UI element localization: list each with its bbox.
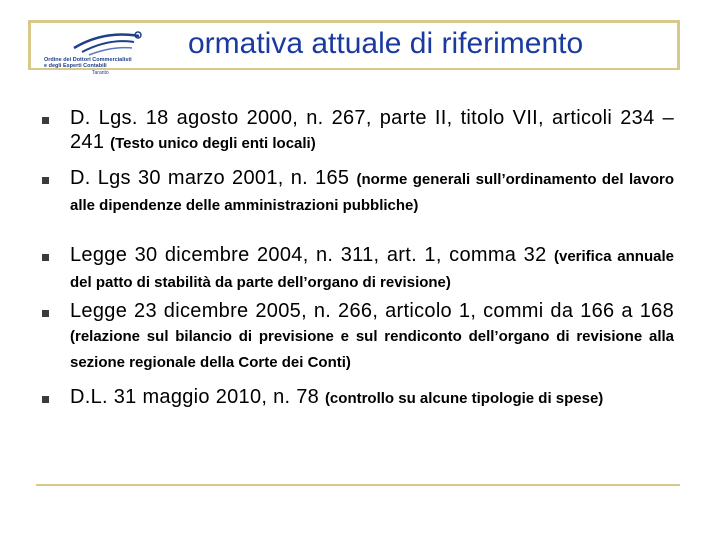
list-item (70, 166, 674, 218)
item-main-text: D. Lgs. 18 agosto 2000, n. 267, parte II, titolo VII, articoli 234 – 241 (70, 107, 674, 153)
logo-emblem-icon (34, 26, 174, 58)
page-title: ormativa attuale di riferimento (188, 27, 584, 60)
logo-org-line2: e degli Esperti Contabili (44, 63, 107, 69)
item-main-text: Legge 23 dicembre 2005, n. 266, articolo 1, commi da 166 a 168 (70, 300, 674, 322)
item-note-text: (verifica annuale del patto di stabilità da parte dell’organo di revisione) (70, 248, 674, 291)
frame-top-line (28, 20, 680, 23)
item-main-text: D.L. 31 maggio 2010, n. 78 (70, 386, 325, 408)
bullet-icon (42, 396, 49, 403)
item-main-text: Legge 30 dicembre 2004, n. 311, art. 1, comma 32 (70, 244, 554, 266)
list-item (70, 106, 674, 156)
frame-left-line (28, 20, 31, 68)
logo-org-line1: Ordine dei Dottori Commercialisti (44, 57, 132, 63)
bullet-icon (42, 117, 49, 124)
item-main-text: D. Lgs 30 marzo 2001, n. 165 (70, 167, 357, 189)
bullet-icon (42, 177, 49, 184)
logo-city: Taranto (92, 70, 109, 76)
item-note-text: (norme generali sull’ordinamento del lavoro alle dipendenze delle amministrazioni pubbliche) (70, 171, 674, 214)
logo-org-name (44, 57, 132, 69)
logo (34, 26, 174, 74)
footer-line (36, 484, 680, 486)
list-item (70, 299, 674, 375)
list-item (70, 385, 674, 411)
bullet-icon (42, 310, 49, 317)
frame-right-line (677, 20, 680, 68)
item-note-text: (relazione sul bilancio di previsione e sul rendiconto dell’organo di revisione alla sezione regionale della Corte dei Conti) (70, 328, 674, 371)
item-note-text: (Testo unico degli enti locali) (110, 135, 316, 152)
list-item (70, 243, 674, 295)
item-note-text: (controllo su alcune tipologie di spese) (324, 390, 604, 407)
bullet-icon (42, 254, 49, 261)
